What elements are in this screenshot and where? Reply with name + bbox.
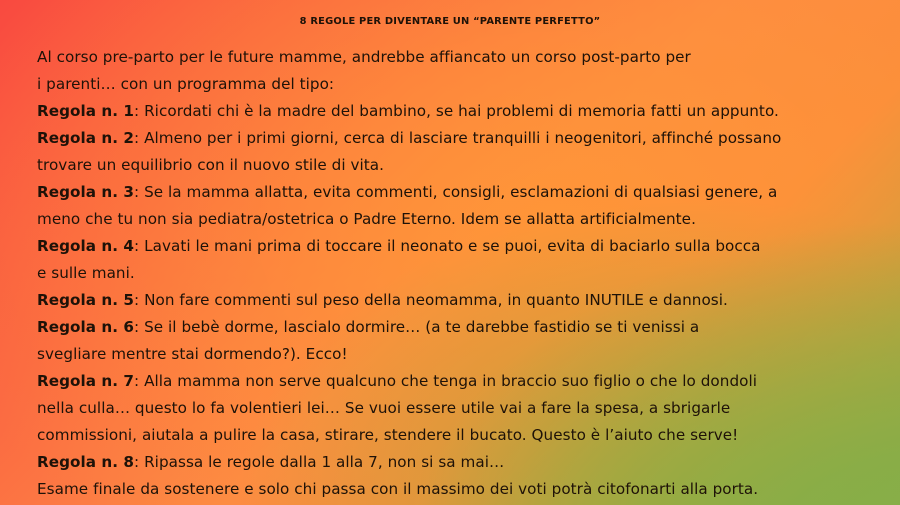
rule-1 [37,100,779,122]
rule-6 [37,316,699,338]
rule-3-continuation: meno che tu non sia pediatra/ostetrica o Padre Eterno. Idem se allatta artificialmente. [37,210,696,228]
rule-2 [37,127,781,149]
rule-4 [37,235,761,257]
rule-8-label: Regola n. 8 [37,453,135,471]
rule-1-text: : Ricordati chi è la madre del bambino, se hai problemi di memoria fatti un appunto. [134,102,779,120]
rule-4-text: : Lavati le mani prima di toccare il neonato e se puoi, evita di baciarlo sulla bocca [134,237,761,255]
rule-4-continuation: e sulle mani. [37,264,135,282]
rule-2-label: Regola n. 2 [37,129,135,147]
rule-3-text: : Se la mamma allatta, evita commenti, consigli, esclamazioni di qualsiasi genere, a [134,183,778,201]
intro-line-1: Al corso pre-parto per le future mamme, andrebbe affiancato un corso post-parto per [37,48,691,66]
rule-1-label: Regola n. 1 [37,102,135,120]
rule-5 [37,289,728,311]
rule-5-text: : Non fare commenti sul peso della neomamma, in quanto INUTILE e dannosi. [134,291,728,309]
rule-7 [37,370,757,392]
rule-5-label: Regola n. 5 [37,291,135,309]
page-title: 8 REGOLE PER DIVENTARE UN “PARENTE PERFETTO” [299,16,601,27]
rule-6-text: : Se il bebè dorme, lascialo dormire… (a te darebbe fastidio se ti venissi a [134,318,700,336]
rule-2-text: : Almeno per i primi giorni, cerca di lasciare tranquilli i neogenitori, affinché possano [134,129,782,147]
rule-7-label: Regola n. 7 [37,372,135,390]
intro-line-2: i parenti… con un programma del tipo: [37,75,335,93]
rule-7-continuation-1: nella culla… questo lo fa volentieri lei… Se vuoi essere utile vai a fare la spesa, a sbrigarle [37,399,731,417]
rule-3 [37,181,777,203]
rule-6-label: Regola n. 6 [37,318,135,336]
rule-8-text: : Ripassa le regole dalla 1 alla 7, non si sa mai… [134,453,505,471]
rule-3-label: Regola n. 3 [37,183,135,201]
rule-8 [37,451,504,473]
closing-line: Esame finale da sostenere e solo chi passa con il massimo dei voti potrà citofonarti alla porta. [37,480,759,498]
rule-2-continuation: trovare un equilibrio con il nuovo stile di vita. [37,156,385,174]
rule-7-continuation-2: commissioni, aiutala a pulire la casa, stirare, stendere il bucato. Questo è l’aiuto che serve! [37,426,739,444]
rule-4-label: Regola n. 4 [37,237,135,255]
rule-6-continuation: svegliare mentre stai dormendo?). Ecco! [37,345,348,363]
rule-7-text: : Alla mamma non serve qualcuno che tenga in braccio suo figlio o che lo dondoli [134,372,758,390]
